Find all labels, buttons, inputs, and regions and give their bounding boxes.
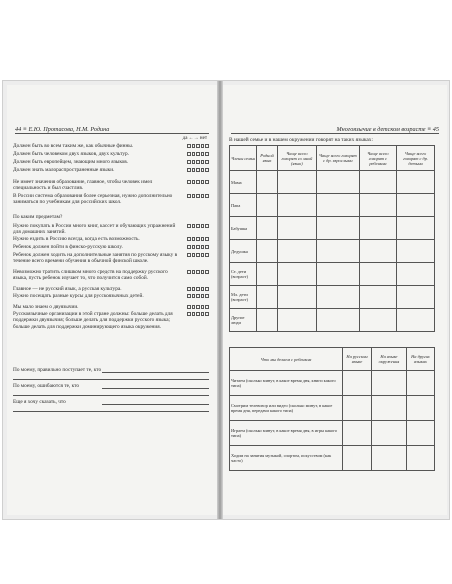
answer-cell[interactable] xyxy=(397,194,435,217)
answer-cell[interactable] xyxy=(397,309,435,332)
answer-checkbox-group xyxy=(187,305,209,309)
fill-in-prompt: Еще я хочу сказать, что xyxy=(13,399,66,405)
answer-cell[interactable] xyxy=(257,286,278,309)
answer-checkbox[interactable] xyxy=(187,168,191,172)
answer-checkbox[interactable] xyxy=(196,144,200,148)
answer-checkbox[interactable] xyxy=(192,224,196,228)
table-header-cell: Чаще всего говорят с др. детьми xyxy=(397,146,435,171)
answer-checkbox[interactable] xyxy=(205,287,209,291)
answer-cell[interactable] xyxy=(277,194,316,217)
answer-cell[interactable] xyxy=(359,217,396,240)
answer-checkbox[interactable] xyxy=(192,160,196,164)
row-label: Играем (сколько минут, в какое время дня, в игры какого типа) xyxy=(230,421,343,446)
answer-cell[interactable] xyxy=(397,240,435,263)
answer-cell[interactable] xyxy=(372,421,407,446)
answer-cell[interactable] xyxy=(406,396,434,421)
answer-checkbox[interactable] xyxy=(205,224,209,228)
answer-checkbox-group xyxy=(187,194,209,198)
activities-table xyxy=(229,347,435,471)
answer-checkbox[interactable] xyxy=(205,253,209,257)
table-header-cell: Чаще всего говорят со мной (язык) xyxy=(277,146,316,171)
table-header-cell: Родной язык xyxy=(257,146,278,171)
answer-cell[interactable] xyxy=(372,371,407,396)
answer-checkbox[interactable] xyxy=(187,305,191,309)
table-intro: В нашей семье и в нашем окружении говорят на таких языках: xyxy=(229,137,373,143)
answer-checkbox[interactable] xyxy=(196,312,200,316)
row-label: Другие люди xyxy=(230,309,257,332)
row-label: Ст. дети (возраст) xyxy=(230,263,257,286)
answer-checkbox[interactable] xyxy=(196,305,200,309)
answer-checkbox-group xyxy=(187,224,209,228)
answer-checkbox[interactable] xyxy=(187,194,191,198)
answer-checkbox[interactable] xyxy=(196,180,200,184)
answer-checkbox[interactable] xyxy=(192,294,196,298)
answer-checkbox[interactable] xyxy=(201,237,205,241)
answer-checkbox[interactable] xyxy=(187,237,191,241)
table-header-cell: На языке окружения xyxy=(372,348,407,371)
answer-checkbox[interactable] xyxy=(187,253,191,257)
question-text: В России система образования более серьезная, нужно дополнительно заниматься по учебникам для российских школ. xyxy=(13,193,173,206)
answer-checkbox[interactable] xyxy=(192,152,196,156)
answer-checkbox[interactable] xyxy=(201,253,205,257)
row-label: Смотрим телевизор или видео (сколько минут, в какое время дня, передачи какого типа) xyxy=(230,396,343,421)
answer-checkbox[interactable] xyxy=(201,224,205,228)
answer-checkbox[interactable] xyxy=(192,194,196,198)
fill-in-line[interactable] xyxy=(102,372,209,373)
question-text: Мы мало знаем о двуязычии. xyxy=(13,304,79,310)
answer-cell[interactable] xyxy=(257,194,278,217)
row-label: Ходим на занятия музыкой, спортом, искусством (как часто) xyxy=(230,446,343,471)
question-text: Нужно ездить в Россию всегда, когда есть возможность. xyxy=(13,236,140,242)
answer-cell[interactable] xyxy=(397,217,435,240)
answer-checkbox-group xyxy=(187,312,209,316)
answer-checkbox[interactable] xyxy=(192,287,196,291)
table-row xyxy=(230,286,435,309)
answer-cell[interactable] xyxy=(359,171,396,194)
question-text: Ребенок должен ходить на дополнительные занятия по русскому языку в течение всего времени обучения в обычной финской школе. xyxy=(13,252,178,265)
answer-checkbox-group xyxy=(187,287,209,291)
answer-checkbox[interactable] xyxy=(205,312,209,316)
answer-checkbox[interactable] xyxy=(187,287,191,291)
right-running-header xyxy=(231,123,439,134)
answer-cell[interactable] xyxy=(277,217,316,240)
answer-cell[interactable] xyxy=(277,171,316,194)
answer-cell[interactable] xyxy=(359,286,396,309)
answer-cell[interactable] xyxy=(359,240,396,263)
table-header-cell: Члены семьи xyxy=(230,146,257,171)
answer-checkbox[interactable] xyxy=(192,270,196,274)
left-page xyxy=(7,85,217,515)
answer-checkbox[interactable] xyxy=(192,237,196,241)
answer-checkbox[interactable] xyxy=(196,160,200,164)
table-row xyxy=(230,421,435,446)
answer-checkbox[interactable] xyxy=(201,180,205,184)
answer-checkbox[interactable] xyxy=(205,168,209,172)
fill-in-line[interactable] xyxy=(102,388,209,389)
right-header-text: Многоязычие в детском возрасте ≡ 45 xyxy=(336,126,439,133)
fill-in-line[interactable] xyxy=(13,411,209,412)
family-languages-table xyxy=(229,145,435,332)
left-running-header xyxy=(15,123,209,134)
question-text: Русскоязычные организации в этой стране должны: больше делать для поддержки двуязычия; больше делать для поддержки русского языка; больше делать для поддержки доминирующего языка окружения. xyxy=(13,311,173,330)
answer-checkbox[interactable] xyxy=(196,253,200,257)
answer-cell[interactable] xyxy=(277,286,316,309)
answer-checkbox-group xyxy=(187,237,209,241)
table-row xyxy=(230,217,435,240)
answer-cell[interactable] xyxy=(257,309,278,332)
answer-cell[interactable] xyxy=(397,286,435,309)
answer-checkbox-group xyxy=(187,160,209,164)
answer-checkbox[interactable] xyxy=(196,152,200,156)
row-label: Бабушка xyxy=(230,217,257,240)
answer-cell[interactable] xyxy=(406,371,434,396)
answer-checkbox[interactable] xyxy=(201,270,205,274)
answer-checkbox[interactable] xyxy=(192,312,196,316)
table-header-cell: На других языках xyxy=(406,348,434,371)
answer-checkbox-group xyxy=(187,168,209,172)
answer-cell[interactable] xyxy=(317,309,360,332)
answer-cell[interactable] xyxy=(317,286,360,309)
answer-checkbox[interactable] xyxy=(205,152,209,156)
question-text: Должен быть европейцем, знающим много языков. xyxy=(13,159,129,165)
answer-checkbox[interactable] xyxy=(201,312,205,316)
answer-checkbox[interactable] xyxy=(205,270,209,274)
table-row xyxy=(230,240,435,263)
answer-checkbox[interactable] xyxy=(205,160,209,164)
answer-cell[interactable] xyxy=(359,263,396,286)
answer-checkbox[interactable] xyxy=(201,160,205,164)
answer-cell[interactable] xyxy=(397,171,435,194)
answer-checkbox[interactable] xyxy=(201,287,205,291)
row-label: Папа xyxy=(230,194,257,217)
answer-checkbox[interactable] xyxy=(187,144,191,148)
answer-checkbox[interactable] xyxy=(196,168,200,172)
answer-cell[interactable] xyxy=(317,194,360,217)
question-text: Должен быть человеком двух языков, двух культур. xyxy=(13,151,129,157)
fill-in-line[interactable] xyxy=(102,404,209,405)
answer-cell[interactable] xyxy=(397,263,435,286)
answer-checkbox[interactable] xyxy=(196,245,200,249)
answer-cell[interactable] xyxy=(406,446,434,471)
answer-checkbox[interactable] xyxy=(205,144,209,148)
answer-checkbox[interactable] xyxy=(192,253,196,257)
fill-in-line[interactable] xyxy=(13,395,209,396)
table-header-cell: На русском языке xyxy=(343,348,372,371)
answer-checkbox[interactable] xyxy=(205,305,209,309)
answer-cell[interactable] xyxy=(317,171,360,194)
answer-checkbox[interactable] xyxy=(196,294,200,298)
answer-cell[interactable] xyxy=(317,217,360,240)
row-label: Мама xyxy=(230,171,257,194)
question-text: Ребенок должен пойти в финско-русскую школу. xyxy=(13,244,123,250)
answer-checkbox[interactable] xyxy=(201,294,205,298)
answer-checkbox-group xyxy=(187,152,209,156)
answer-checkbox[interactable] xyxy=(205,194,209,198)
answer-checkbox[interactable] xyxy=(192,180,196,184)
answer-checkbox[interactable] xyxy=(187,270,191,274)
answer-checkbox[interactable] xyxy=(192,144,196,148)
answer-cell[interactable] xyxy=(277,263,316,286)
answer-checkbox-group xyxy=(187,294,209,298)
table-header-cell: Чаще всего говорят с ребенком xyxy=(359,146,396,171)
table-row xyxy=(230,171,435,194)
question-text: Должен быть во всем таким же, как обычные финны. xyxy=(13,143,134,149)
row-label: Дедушка xyxy=(230,240,257,263)
answer-checkbox[interactable] xyxy=(201,194,205,198)
answer-cell[interactable] xyxy=(317,263,360,286)
table-row xyxy=(230,194,435,217)
answer-cell[interactable] xyxy=(257,263,278,286)
answer-cell[interactable] xyxy=(257,217,278,240)
answer-checkbox-group xyxy=(187,144,209,148)
fill-in-prompt: По моему, ошибаются те, кто xyxy=(13,383,80,389)
answer-checkbox-group xyxy=(187,180,209,184)
answer-checkbox[interactable] xyxy=(196,237,200,241)
answer-checkbox[interactable] xyxy=(192,305,196,309)
left-header-text: 44 ≡ Е.Ю. Протасова, Н.М. Родина xyxy=(15,126,110,133)
question-text: Невозможно тратить слишком много средств на поддержку русского языка, пусть ребенок изучает то, что получится само собой. xyxy=(13,269,168,282)
answer-checkbox[interactable] xyxy=(201,168,205,172)
fill-in-prompt: По моему, правильно поступает те, кто xyxy=(13,367,102,373)
answer-checkbox-group xyxy=(187,253,209,257)
answer-checkbox[interactable] xyxy=(187,245,191,249)
answer-checkbox[interactable] xyxy=(187,180,191,184)
answer-checkbox[interactable] xyxy=(201,305,205,309)
question-text: Должен знать малораспространенные языки. xyxy=(13,167,115,173)
answer-checkbox[interactable] xyxy=(187,312,191,316)
answer-cell[interactable] xyxy=(277,240,316,263)
answer-checkbox-group xyxy=(187,245,209,249)
right-page xyxy=(223,85,447,515)
answer-checkbox[interactable] xyxy=(205,245,209,249)
answer-cell[interactable] xyxy=(359,194,396,217)
answer-checkbox[interactable] xyxy=(201,144,205,148)
book-spread xyxy=(2,80,450,520)
answer-checkbox[interactable] xyxy=(196,224,200,228)
answer-cell[interactable] xyxy=(343,446,372,471)
answer-checkbox-group xyxy=(187,270,209,274)
answer-cell[interactable] xyxy=(257,240,278,263)
answer-checkbox[interactable] xyxy=(187,160,191,164)
answer-checkbox[interactable] xyxy=(196,194,200,198)
answer-cell[interactable] xyxy=(343,371,372,396)
answer-checkbox[interactable] xyxy=(192,245,196,249)
table-row xyxy=(230,396,435,421)
answer-cell[interactable] xyxy=(317,240,360,263)
table-row xyxy=(230,263,435,286)
answer-checkbox[interactable] xyxy=(196,287,200,291)
table-header-cell: Чаще всего говорят с др. взрослыми xyxy=(317,146,360,171)
question-text: Нужно покупать в России много книг, кассет и обучающих упражнений для домашних занятий. xyxy=(13,223,176,236)
answer-checkbox[interactable] xyxy=(187,152,191,156)
row-label: Читаем (сколько минут, в какое время дня, книги какого типа) xyxy=(230,371,343,396)
table-row xyxy=(230,446,435,471)
answer-cell[interactable] xyxy=(372,446,407,471)
table-header-cell: Что мы делаем с ребенком xyxy=(230,348,343,371)
question-text: Главное — не русский язык, а русская культура. xyxy=(13,286,122,292)
fill-in-line[interactable] xyxy=(13,379,209,380)
row-label: Мл. дети (возраст) xyxy=(230,286,257,309)
answer-checkbox[interactable] xyxy=(187,294,191,298)
answer-cell[interactable] xyxy=(406,421,434,446)
answer-checkbox[interactable] xyxy=(205,294,209,298)
answer-checkbox[interactable] xyxy=(205,237,209,241)
answer-cell[interactable] xyxy=(343,396,372,421)
answer-cell[interactable] xyxy=(343,421,372,446)
yes-no-scale-label: да ←→ нет xyxy=(182,136,207,141)
answer-cell[interactable] xyxy=(372,396,407,421)
answer-cell[interactable] xyxy=(257,171,278,194)
table-row xyxy=(230,371,435,396)
answer-cell[interactable] xyxy=(277,309,316,332)
answer-checkbox[interactable] xyxy=(201,245,205,249)
answer-cell[interactable] xyxy=(359,309,396,332)
question-text: По каким предметам? xyxy=(13,214,63,220)
answer-checkbox[interactable] xyxy=(187,224,191,228)
answer-checkbox[interactable] xyxy=(205,180,209,184)
question-text: Не имеет значения образование, главное, чтобы человек имел специальность и был счастлив. xyxy=(13,179,153,192)
answer-checkbox[interactable] xyxy=(192,168,196,172)
answer-checkbox[interactable] xyxy=(196,270,200,274)
answer-checkbox[interactable] xyxy=(201,152,205,156)
question-text: Нужно посещать разные курсы для русскоязычных детей. xyxy=(13,293,144,299)
table-row xyxy=(230,309,435,332)
